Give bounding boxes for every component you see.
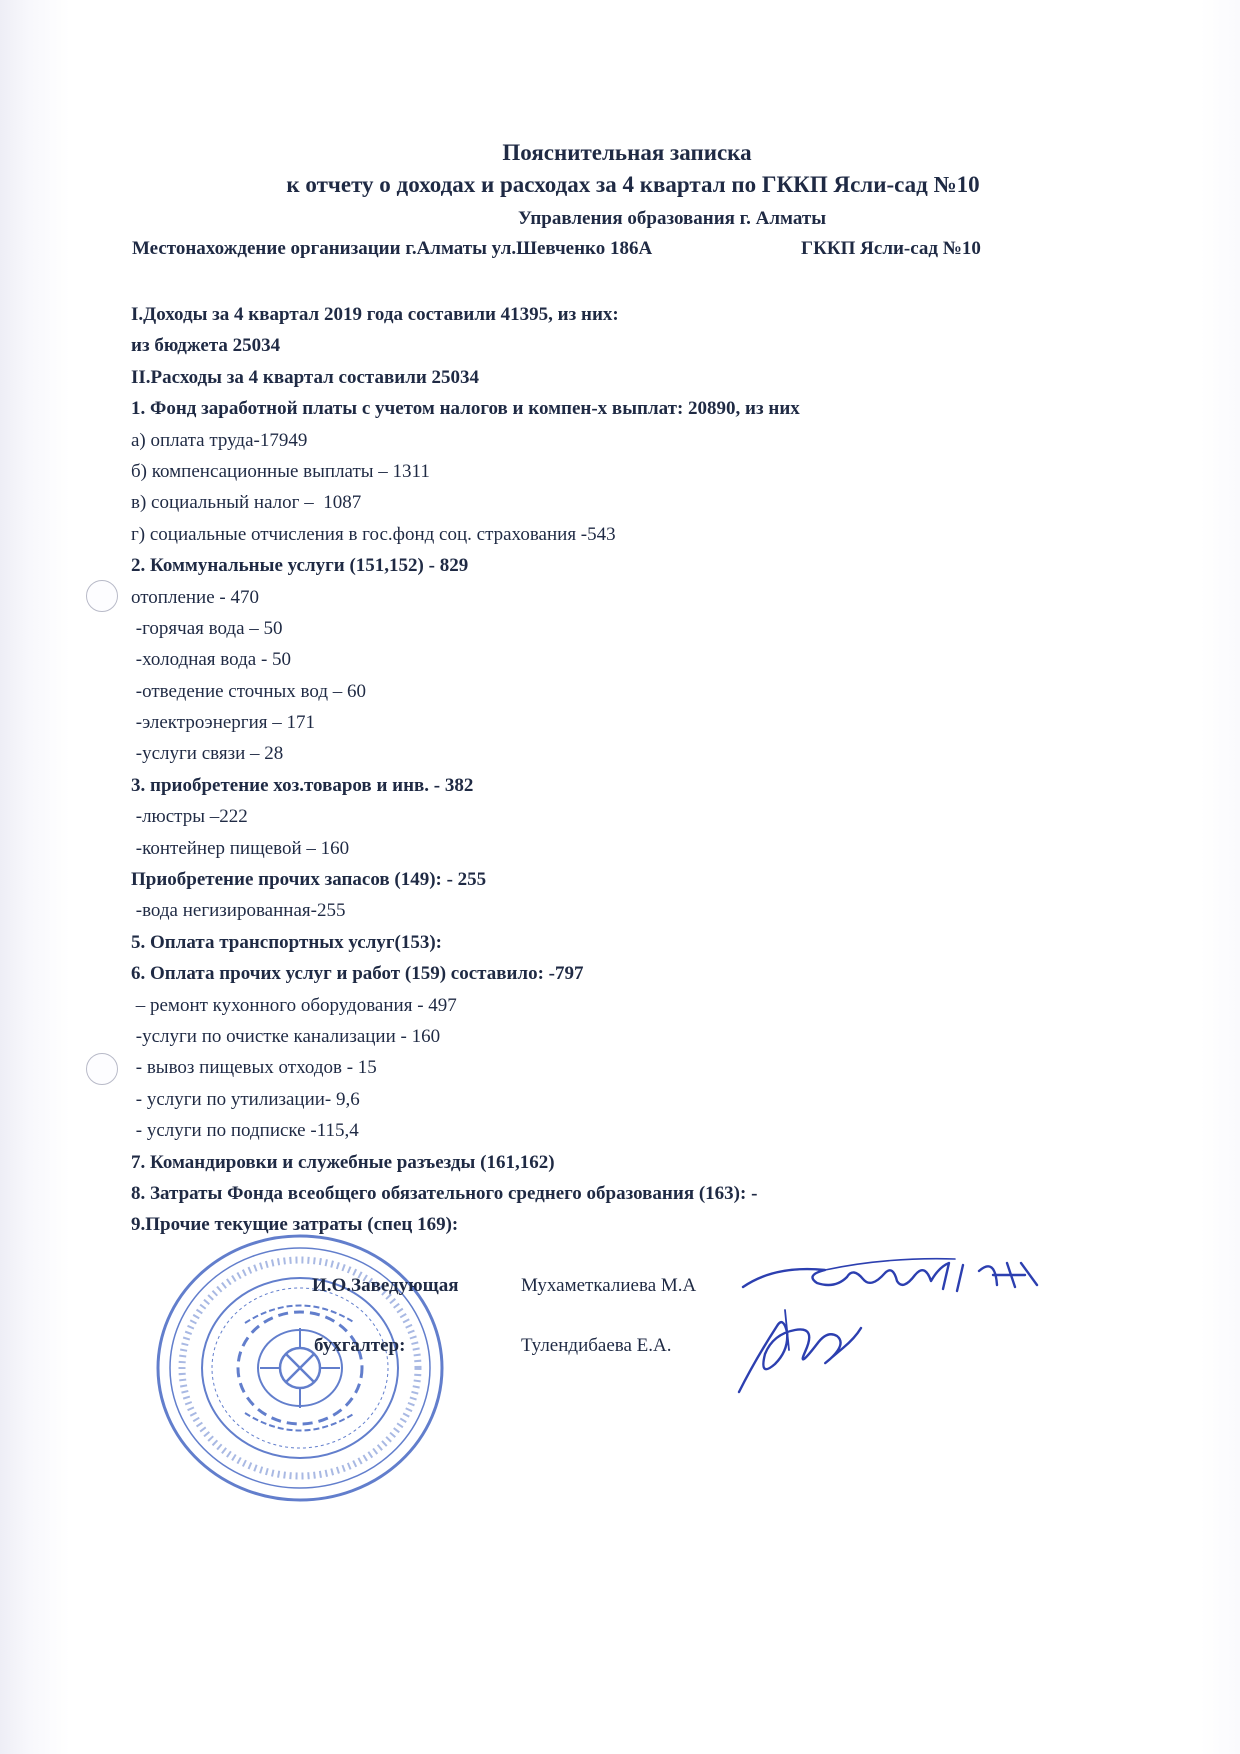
report-line: -горячая вода – 50 — [131, 617, 283, 639]
report-line: -вода негизированная-255 — [131, 900, 346, 922]
report-line: -отведение сточных вод – 60 — [131, 680, 366, 702]
report-line: г) социальные отчисления в гос.фонд соц. страхования -543 — [131, 523, 616, 545]
report-line: -холодная вода - 50 — [131, 649, 292, 671]
report-body — [131, 299, 1131, 1241]
location-text: Местонахождение организации г.Алматы ул.Шевченко 186А — [132, 238, 653, 259]
document-title: Пояснительная записка — [502, 140, 752, 165]
report-line: - услуги по подписке -115,4 — [131, 1120, 359, 1142]
report-line: - вывоз пищевых отходов - 15 — [131, 1057, 377, 1079]
report-line: отопление - 470 — [131, 586, 259, 608]
head-role: И.О.Заведующая — [312, 1275, 459, 1296]
report-line: I.Доходы за 4 квартал 2019 года составили 41395, из них: — [131, 304, 619, 325]
report-line: б) компенсационные выплаты – 1311 — [131, 460, 430, 482]
accountant-signature — [725, 1300, 875, 1400]
report-line: в) социальный налог – 1087 — [131, 492, 362, 514]
accountant-name: Тулендибаева Е.А. — [521, 1335, 672, 1356]
report-line: -электроэнергия – 171 — [131, 712, 316, 734]
department-line: Управления образования г. Алматы — [517, 208, 827, 229]
report-line: а) оплата труда-17949 — [131, 429, 308, 451]
report-line: II.Расходы за 4 квартал составили 25034 — [131, 366, 480, 388]
report-line: - услуги по утилизации- 9,6 — [131, 1088, 360, 1110]
report-line: – ремонт кухонного оборудования - 497 — [131, 994, 457, 1016]
location-line — [132, 238, 981, 260]
punch-hole-top — [86, 580, 118, 612]
report-line: 9.Прочие текущие затраты (спец 169): — [131, 1214, 459, 1236]
report-line: 8. Затраты Фонда всеобщего обязательного среднего образования (163): - — [131, 1182, 758, 1204]
report-line: 7. Командировки и служебные разъезды (161,162) — [131, 1151, 555, 1173]
report-line: -услуги по очистке канализации - 160 — [131, 1025, 441, 1047]
organization-name: ГККП Ясли-сад №10 — [801, 238, 981, 259]
report-line: из бюджета 25034 — [131, 335, 281, 357]
document-subtitle: к отчету о доходах и расходах за 4 квартал по ГККП Ясли-сад №10 — [286, 172, 980, 197]
report-line: 2. Коммунальные услуги (151,152) - 829 — [131, 555, 469, 577]
report-line: 6. Оплата прочих услуг и работ (159) составило: -797 — [131, 963, 584, 985]
report-line: 1. Фонд заработной платы с учетом налогов и компен-х выплат: 20890, из них — [131, 398, 800, 420]
report-line: -люстры –222 — [131, 806, 248, 828]
report-line: 3. приобретение хоз.товаров и инв. - 382 — [131, 774, 474, 796]
official-seal — [150, 1228, 450, 1508]
head-name: Мухаметкалиева М.А — [521, 1275, 697, 1296]
report-line: -контейнер пищевой – 160 — [131, 837, 350, 859]
report-line: Приобретение прочих запасов (149): - 255 — [131, 869, 487, 891]
punch-hole-bottom — [86, 1053, 118, 1085]
report-line: -услуги связи – 28 — [131, 743, 284, 765]
accountant-role: бухгалтер: — [314, 1335, 406, 1356]
report-line: 5. Оплата транспортных услуг(153): — [131, 931, 442, 953]
